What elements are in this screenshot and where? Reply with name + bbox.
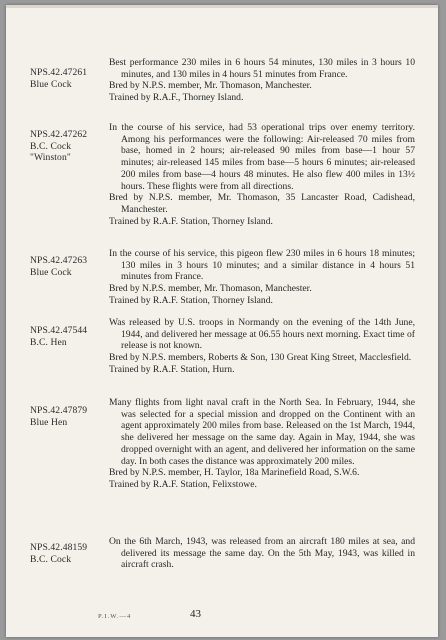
service-paragraph: Was released by U.S. troops in Normandy on the evening of the 14th June, 1944, and delivered her message at 06.55 hours next morning. Exact time of release is not known. (109, 317, 415, 352)
bird-description: B.C. Cock (30, 553, 72, 565)
bird-description: Blue Cock (30, 266, 72, 278)
page-edge-shadow (6, 5, 438, 8)
pigeon-identifier-2 (30, 129, 108, 164)
document-page (6, 5, 438, 637)
pigeon-identifier-1 (30, 67, 108, 90)
pigeon-record-5 (109, 397, 415, 491)
trained-by-line: Trained by R.A.F. Station, Thorney Island. (109, 215, 273, 227)
pigeon-record-6 (109, 536, 415, 571)
bird-description: Blue Cock (30, 78, 72, 90)
ring-number: NPS.42.48159 (30, 542, 88, 553)
bred-by-line: Bred by N.P.S. member, Mr. Thomason, Manchester. (109, 80, 312, 92)
service-paragraph: Best performance 230 miles in 6 hours 54 minutes, 130 miles in 3 hours 10 minutes, and 130 miles in 4 hours 51 minutes from France. (109, 57, 415, 80)
pigeon-record-4 (109, 317, 415, 376)
trained-by-line: Trained by R.A.F. Station, Felixstowe. (109, 478, 257, 490)
ring-number: NPS.42.47544 (30, 325, 88, 336)
pigeon-identifier-3 (30, 255, 108, 278)
bred-by-line: Bred by N.P.S. members, Roberts & Son, 130 Great King Street, Macclesfield. (109, 352, 412, 364)
service-paragraph: Many flights from light naval craft in the North Sea. In February, 1944, she was selected for a special mission and dropped on the Continent with an agent approximately 200 miles from base. Released on the 1st March, 1944, she delivered her message on the same day. Again in May, 1944, she was dropped overnight with an agent, and delivered her information on the same day. In both cases the distance was approximately 200 miles. (109, 397, 415, 467)
ring-number: NPS.42.47261 (30, 67, 88, 78)
pigeon-record-1 (109, 57, 415, 104)
bird-description: B.C. Cock (30, 140, 72, 152)
bird-description: Blue Hen (30, 416, 68, 428)
printer-signature-mark: P.I.W.—4 (98, 613, 132, 620)
bred-by-line: Bred by N.P.S. member, Mr. Thomason, 35 Lancaster Road, Cadishead, Manchester. (109, 192, 415, 215)
ring-number: NPS.42.47263 (30, 255, 88, 266)
trained-by-line: Trained by R.A.F., Thorney Island. (109, 92, 244, 104)
bird-description: B.C. Hen (30, 336, 67, 348)
bred-by-line: Bred by N.P.S. member, H. Taylor, 18a Marinefield Road, S.W.6. (109, 467, 360, 479)
ring-number: NPS.42.47879 (30, 405, 88, 416)
page-number: 43 (190, 608, 201, 620)
pigeon-record-3 (109, 248, 415, 307)
bred-by-line: Bred by N.P.S. member, Mr. Thomason, Manchester. (109, 283, 312, 295)
trained-by-line: Trained by R.A.F. Station, Thorney Island. (109, 294, 273, 306)
ring-number: NPS.42.47262 (30, 129, 88, 140)
pigeon-identifier-6 (30, 542, 108, 565)
service-paragraph: In the course of his service, had 53 operational trips over enemy territory. Among his performances were the following: Air-released 70 miles from base, homed in 2 hours; air-released 90 miles from base—1 hour 57 minutes; air-released 145 miles from base—5 hours 6 minutes; air-released 200 miles from base—4 hours 48 minutes. He also flew 400 miles in 13½ hours. These flights were from all directions. (109, 122, 415, 192)
pigeon-record-2 (109, 122, 415, 227)
pigeon-identifier-5 (30, 405, 108, 428)
trained-by-line: Trained by R.A.F. Station, Hurn. (109, 363, 235, 375)
service-paragraph: On the 6th March, 1943, was released from an aircraft 180 miles at sea, and delivered its message the same day. On the 5th May, 1943, was killed in aircraft crash. (109, 536, 415, 571)
pigeon-identifier-4 (30, 325, 108, 348)
bird-name: "Winston" (30, 152, 71, 163)
service-paragraph: In the course of his service, this pigeon flew 230 miles in 6 hours 18 minutes; 130 miles in 3 hours 10 minutes; and a similar distance in 4 hours 51 minutes from France. (109, 248, 415, 283)
